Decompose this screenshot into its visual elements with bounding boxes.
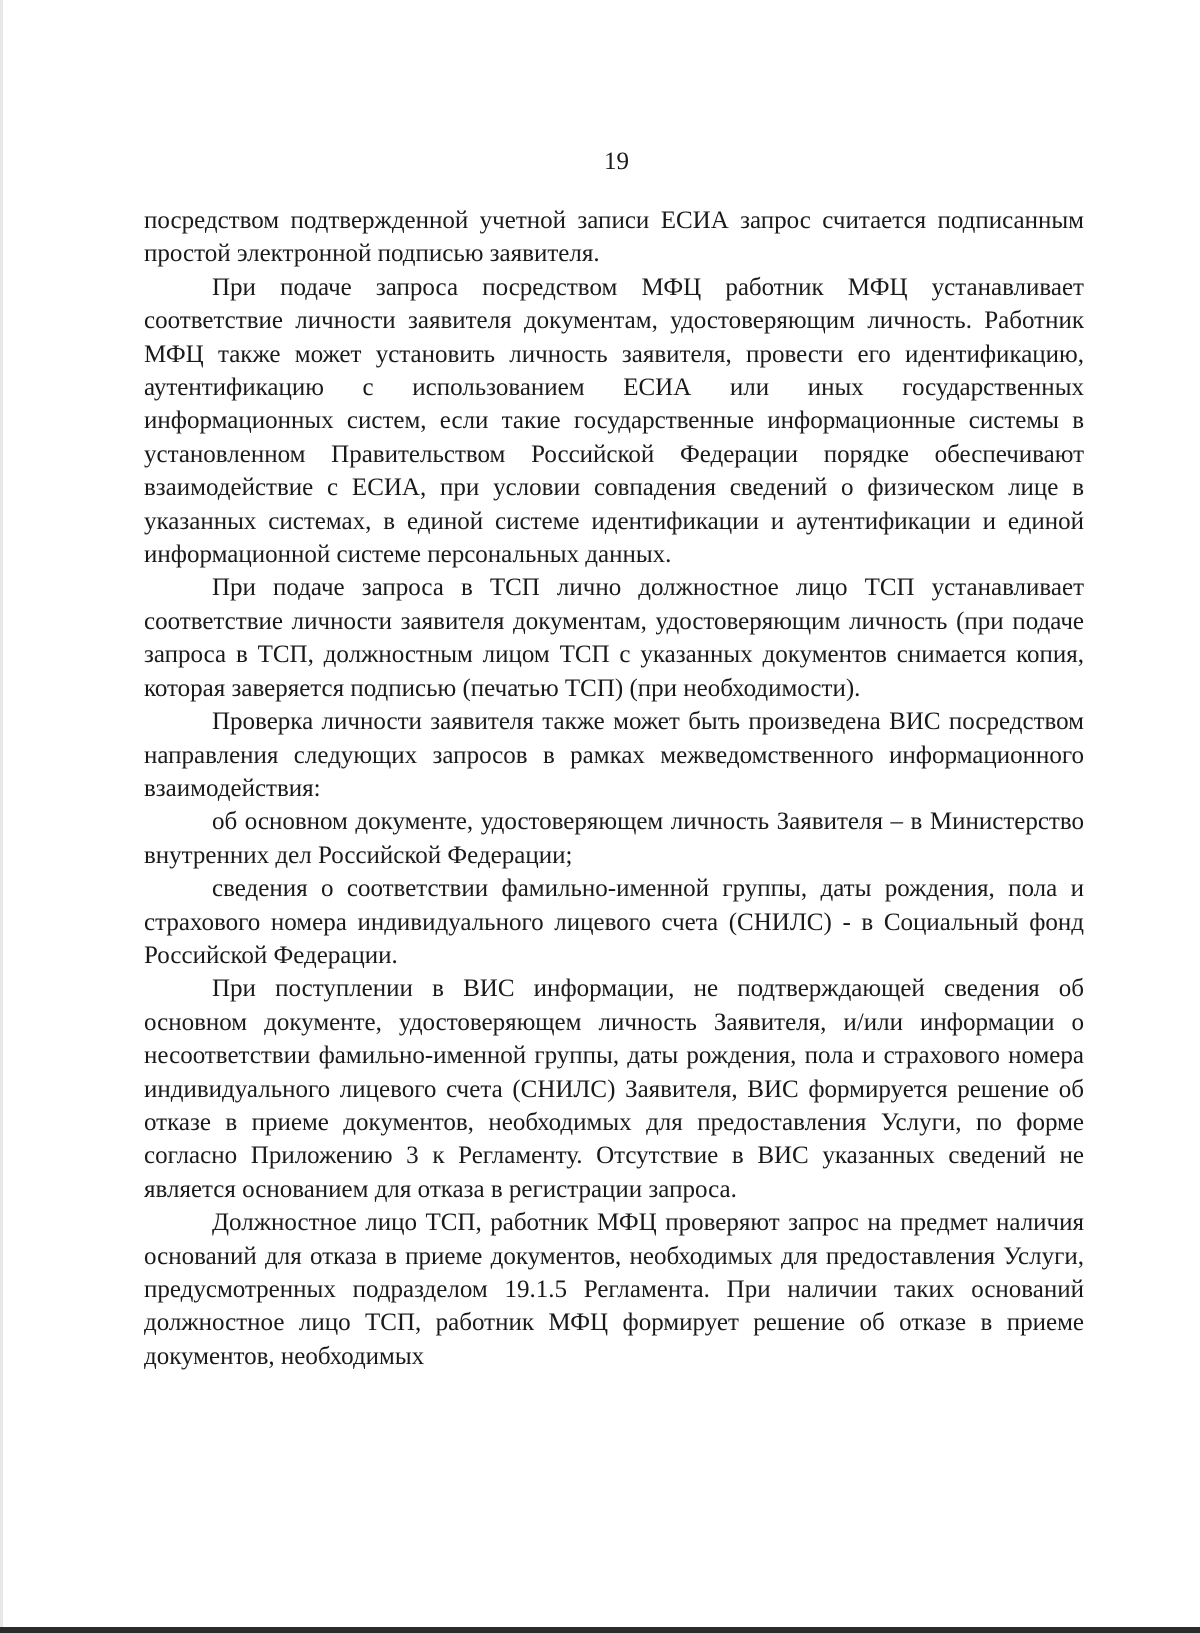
scan-left-edge xyxy=(0,0,3,1633)
paragraph-tsp-identity-check: При подаче запроса в ТСП лично должностное лицо ТСП устанавливает соответствие личности заявителя документам, удостоверяющим личность (при подаче запроса в ТСП, должностным лицом ТСП с указанных документов снимается копия, которая заверяется подписью (печатью ТСП) (при необходимости). xyxy=(144,574,1084,702)
paragraph-refusal-decision: При поступлении в ВИС информации, не подтверждающей сведения об основном документе, удостоверяющем личность Заявителя, и/или информации о несоответствии фамильно-именной группы, даты рождения, пола и страхового номера индивидуального лицевого счета (СНИЛС) Заявителя, ВИС формируется решение об отказе в приеме документов, необходимых для предоставления Услуги, по форме согласно Приложению 3 к Регламенту. Отсутствие в ВИС указанных сведений не является основанием для отказа в регистрации запроса. xyxy=(144,975,1084,1203)
document-body xyxy=(144,204,1084,1373)
paragraph-vis-verification: Проверка личности заявителя также может быть произведена ВИС посредством направления следующих запросов в рамках межведомственного информационного взаимодействия: xyxy=(144,708,1084,802)
paragraph-mvd-request: об основном документе, удостоверяющем личность Заявителя – в Министерство внутренних дел Российской Федерации; xyxy=(144,808,1084,869)
paragraph-mfc-identity-check: При подаче запроса посредством МФЦ работник МФЦ устанавливает соответствие личности заявителя документам, удостоверяющим личность. Работник МФЦ также может установить личность заявителя, провести его идентификацию, аутентификацию с использованием ЕСИА или иных государственных информационных систем, если такие государственные информационные системы в установленном Правительством Российской Федерации порядке обеспечивают взаимодействие с ЕСИА, при условии совпадения сведений о физическом лице в указанных системах, в единой системе идентификации и аутентификации и единой информационной системе персональных данных. xyxy=(144,273,1084,569)
paragraph-grounds-check: Должностное лицо ТСП, работник МФЦ проверяют запрос на предмет наличия оснований для отказа в приеме документов, необходимых для предоставления Услуги, предусмотренных подразделом 19.1.5 Регламента. При наличии таких оснований должностное лицо ТСП, работник МФЦ формирует решение об отказе в приеме документов, необходимых xyxy=(144,1209,1084,1370)
scan-bottom-edge xyxy=(0,1627,1200,1633)
page-number: 19 xyxy=(604,148,629,175)
paragraph-continuation: посредством подтвержденной учетной записи ЕСИА запрос считается подписанным простой электронной подписью заявителя. xyxy=(144,207,1084,268)
paragraph-sfr-request: сведения о соответствии фамильно-именной группы, даты рождения, пола и страхового номера индивидуального лицевого счета (СНИЛС) - в Социальный фонд Российской Федерации. xyxy=(144,875,1084,969)
